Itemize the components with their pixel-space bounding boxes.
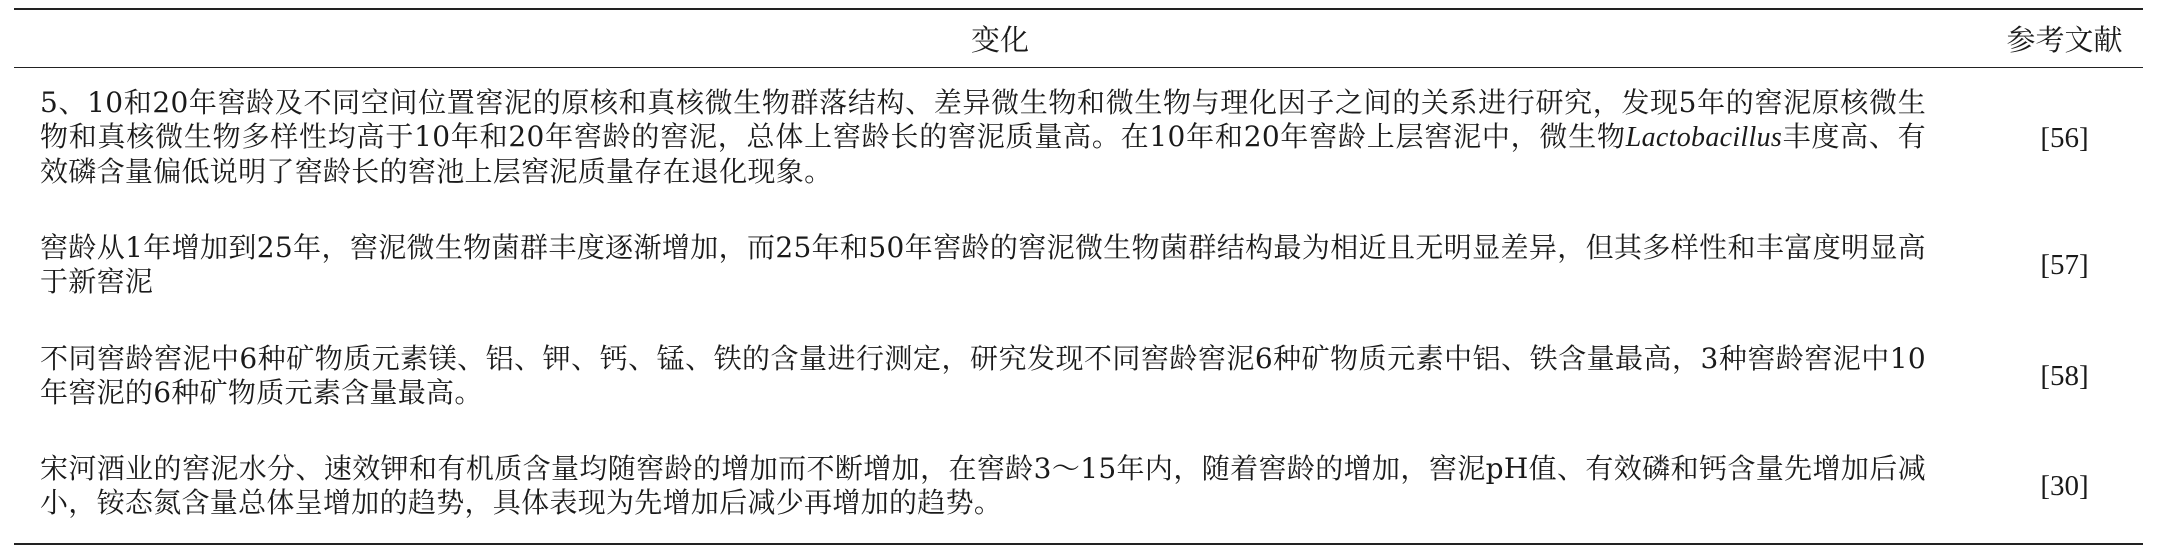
reference-cell: [57] — [2040, 249, 2089, 281]
change-cell: 窖龄从1年增加到25年，窖泥微生物菌群丰度逐渐增加，而25年和50年窖龄的窖泥微生物菌群结构最为相近且无明显差异，但其多样性和丰富度明显高于新窖泥 — [40, 231, 1926, 298]
table-row — [14, 429, 2143, 544]
table-body — [14, 68, 2143, 545]
change-text-pre: 5、10和20年窖龄及不同空间位置窖泥的原核和真核微生物群落结构、差异微生物和微生物与理化因子之间的关系进行研究，发现5年的窖泥原核微生物和真核微生物多样性均高于10年和20年窖龄的窖泥，总体上窖龄长的窖泥质量高。在10年和20年窖龄上层窖泥中，微生物 — [40, 86, 1926, 153]
table-row — [14, 207, 2143, 323]
change-text-post: 丰度高、有效磷含量偏低说明了窖龄长的窖池上层窖泥质量存在退化现象。 — [40, 120, 1926, 188]
literature-table — [14, 8, 2143, 545]
table-row — [14, 323, 2143, 429]
reference-cell: [30] — [2040, 470, 2089, 502]
reference-cell: [56] — [2040, 121, 2089, 154]
change-cell — [14, 68, 1986, 208]
header-change: 变化 — [970, 23, 1029, 57]
header-reference: 参考文献 — [2006, 23, 2123, 57]
table-row — [14, 68, 2143, 208]
table-header — [14, 9, 2143, 68]
change-cell: 不同窖龄窖泥中6种矿物质元素镁、铝、钾、钙、锰、铁的含量进行测定，研究发现不同窖龄窖泥6种矿物质元素中铝、铁含量最高，3种窖龄窖泥中10年窖泥的6种矿物质元素含量最高。 — [40, 342, 1926, 409]
change-cell: 宋河酒业的窖泥水分、速效钾和有机质含量均随窖龄的增加而不断增加，在窖龄3～15年内，随着窖龄的增加，窖泥pH值、有效磷和钙含量先增加后减小，铵态氮含量总体呈增加的趋势，具体表现为先增加后减少再增加的趋势。 — [40, 452, 1926, 519]
literature-table-container — [14, 8, 2143, 545]
reference-cell: [58] — [2040, 360, 2089, 392]
header-row — [14, 9, 2143, 68]
genus-name: Lactobacillus — [1625, 122, 1783, 153]
